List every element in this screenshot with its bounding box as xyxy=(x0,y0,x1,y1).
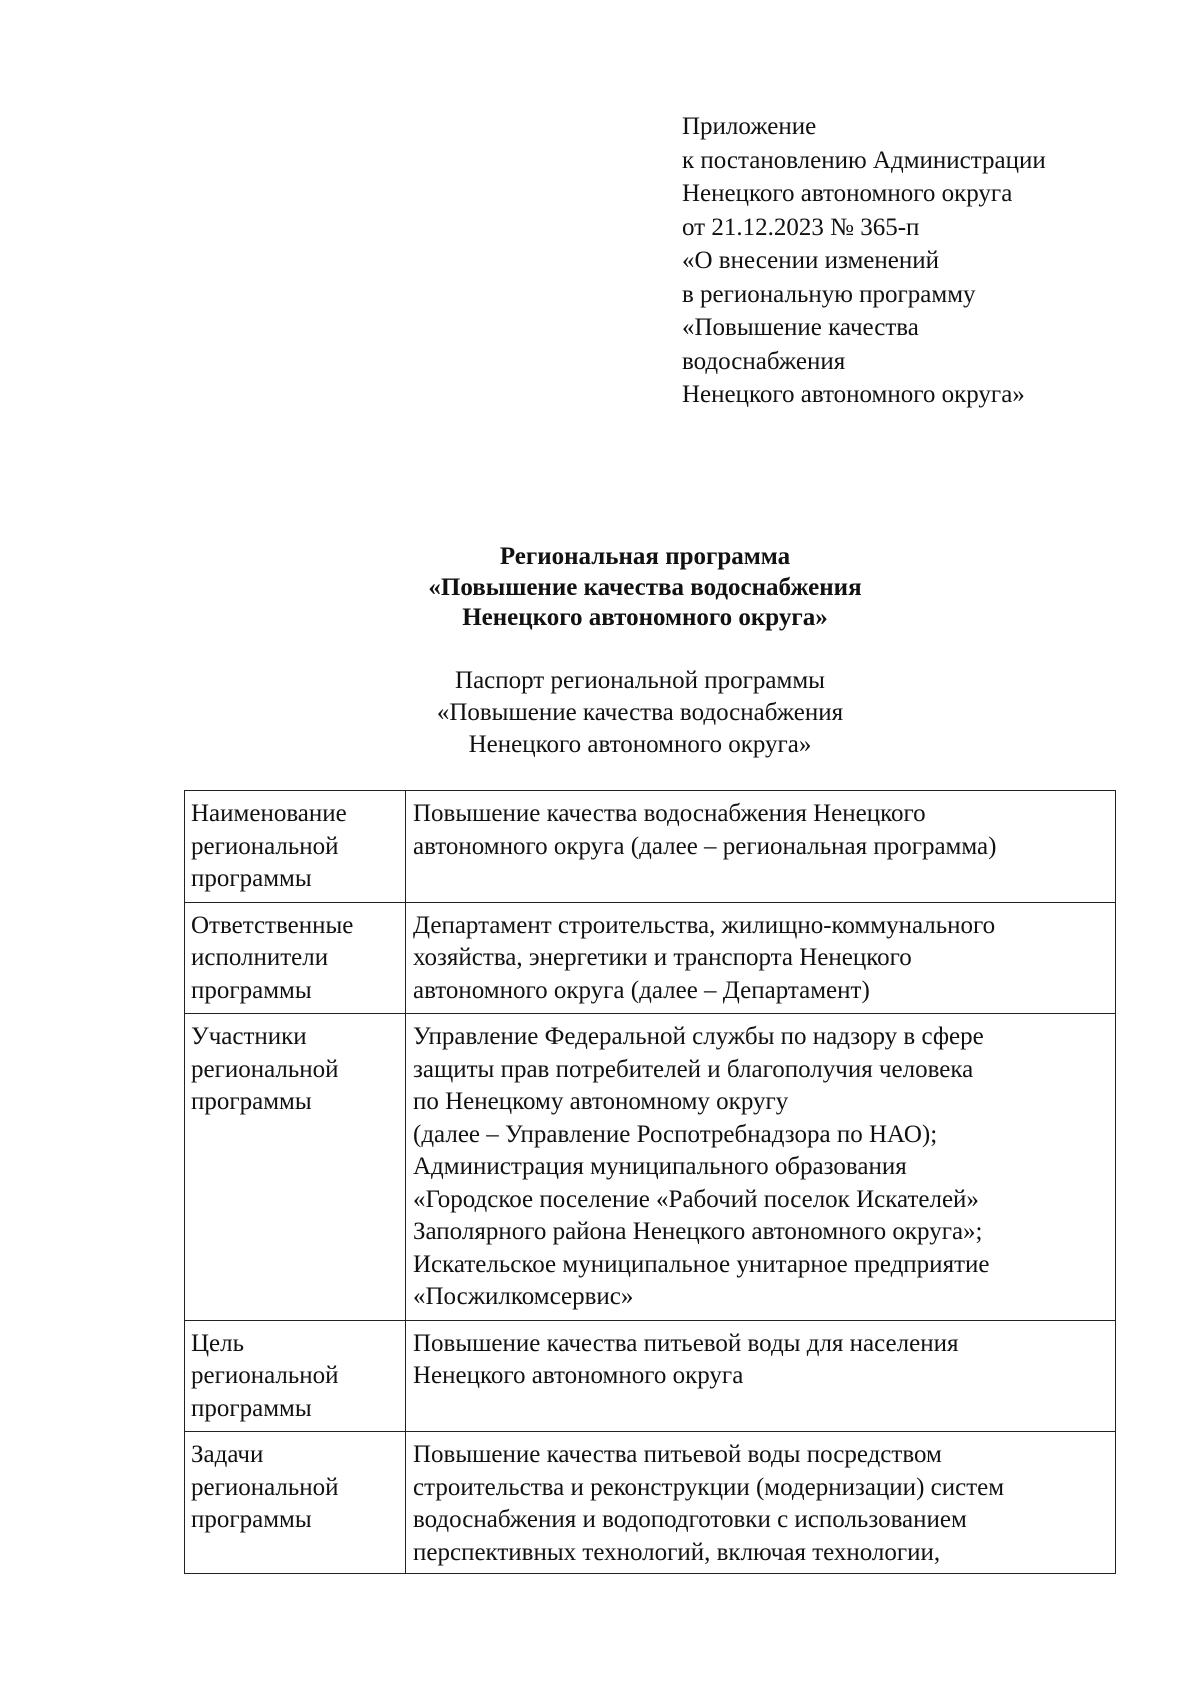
label-line: программы xyxy=(191,1506,312,1533)
value-line: Ненецкого автономного округа xyxy=(413,1362,744,1389)
passport-heading-line: «Повышение качества водоснабжения xyxy=(436,699,844,726)
appendix-line: Приложение xyxy=(682,113,817,140)
value-line: Повышение качества питьевой воды для населения xyxy=(413,1329,959,1357)
label-line: программы xyxy=(191,865,312,892)
value-line: перспективных технологий, включая технологии, xyxy=(413,1538,941,1566)
row-value xyxy=(406,1014,1116,1321)
value-line: Заполярного района Ненецкого автономного округа»; xyxy=(413,1218,983,1245)
row-value xyxy=(406,902,1116,1014)
value-line: Повышение качества водоснабжения Ненецкого xyxy=(413,800,926,827)
program-title-line: Региональная программа xyxy=(499,543,791,570)
value-line: Управление Федеральной службы по надзору в сфере xyxy=(413,1023,984,1050)
appendix-line: водоснабжения xyxy=(682,347,846,375)
table-row xyxy=(185,1014,1116,1321)
appendix-line: от 21.12.2023 № 365-п xyxy=(682,213,920,241)
table-row xyxy=(185,902,1116,1014)
label-line: региональной xyxy=(191,832,339,860)
appendix-line: Ненецкого автономного округа xyxy=(682,180,1013,207)
label-line: программы xyxy=(191,1394,312,1422)
table-row xyxy=(185,1432,1116,1574)
label-line: Наименование xyxy=(191,800,347,827)
value-line: хозяйства, энергетики и транспорта Ненецкого xyxy=(413,944,912,971)
row-value xyxy=(406,791,1116,903)
appendix-line: «Повышение качества xyxy=(682,314,919,341)
value-line: Повышение качества питьевой воды посредством xyxy=(413,1441,942,1468)
value-line: «Городское поселение «Рабочий поселок Искателей» xyxy=(413,1185,979,1213)
value-line: защиты прав потребителей и благополучия человека xyxy=(413,1055,974,1083)
appendix-line: к постановлению Администрации xyxy=(682,146,1046,174)
appendix-line: Ненецкого автономного округа» xyxy=(682,381,1025,408)
value-line: по Ненецкому автономному округу xyxy=(413,1088,789,1115)
row-label xyxy=(185,1432,406,1574)
label-line: Участники xyxy=(191,1023,307,1050)
value-line: «Посжилкомсервис» xyxy=(413,1283,634,1310)
appendix-block xyxy=(682,110,1046,412)
label-line: Цель xyxy=(191,1329,245,1357)
value-line: Департамент строительства, жилищно-коммунального xyxy=(413,911,996,939)
value-line: Администрация муниципального образования xyxy=(413,1153,907,1180)
passport-table xyxy=(184,790,1116,1574)
appendix-line: в региональную программу xyxy=(682,280,976,308)
label-line: региональной xyxy=(191,1362,339,1389)
program-title-line: Ненецкого автономного округа» xyxy=(462,604,828,631)
appendix-line: «О внесении изменений xyxy=(682,247,940,274)
label-line: программы xyxy=(191,976,312,1004)
label-line: региональной xyxy=(191,1055,339,1083)
passport-heading-line: Паспорт региональной программы xyxy=(455,667,825,694)
value-line: строительства и реконструкции (модернизации) систем xyxy=(413,1473,1005,1501)
label-line: Ответственные xyxy=(191,911,354,939)
passport-heading-line: Ненецкого автономного округа» xyxy=(468,731,812,758)
label-line: исполнители xyxy=(191,944,329,971)
value-line: Искательское муниципальное унитарное предприятие xyxy=(413,1250,990,1278)
passport-heading xyxy=(0,665,1200,761)
label-line: программы xyxy=(191,1088,312,1115)
program-title-line: «Повышение качества водоснабжения xyxy=(428,573,862,601)
value-line: автономного округа (далее – региональная программа) xyxy=(413,832,997,860)
label-line: Задачи xyxy=(191,1441,264,1468)
program-title xyxy=(0,542,1200,634)
label-line: региональной xyxy=(191,1473,339,1501)
value-line: автономного округа (далее – Департамент) xyxy=(413,976,870,1004)
table-row xyxy=(185,791,1116,903)
value-line: (далее – Управление Роспотребнадзора по НАО); xyxy=(413,1120,938,1148)
table-row xyxy=(185,1320,1116,1432)
row-label xyxy=(185,791,406,903)
row-value xyxy=(406,1432,1116,1574)
row-label xyxy=(185,1320,406,1432)
value-line: водоснабжения и водоподготовки с использованием xyxy=(413,1506,967,1533)
row-label xyxy=(185,1014,406,1321)
row-label xyxy=(185,902,406,1014)
row-value xyxy=(406,1320,1116,1432)
